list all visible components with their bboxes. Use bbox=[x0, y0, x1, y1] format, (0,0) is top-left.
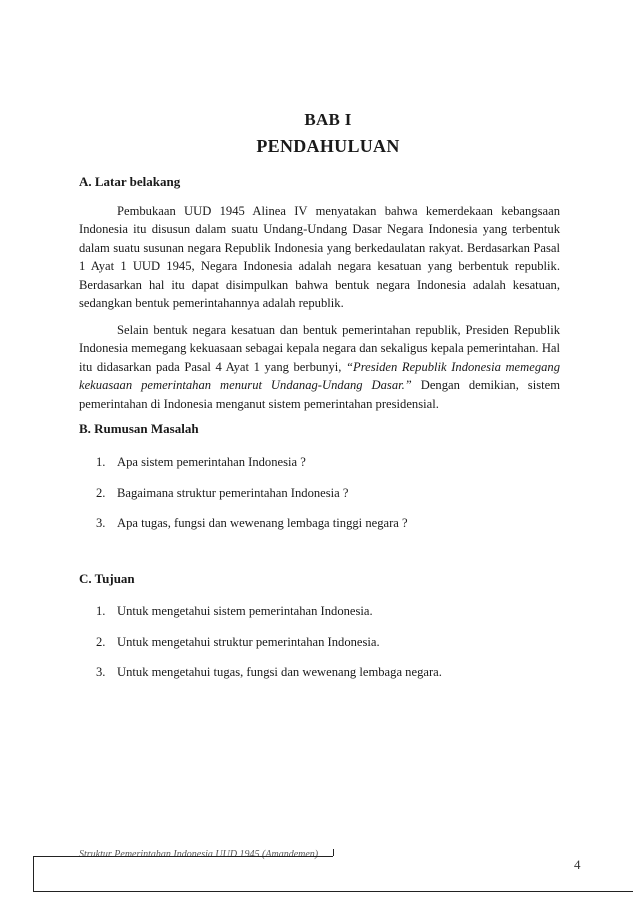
footer-rule-bottom bbox=[33, 891, 633, 892]
objective-list bbox=[96, 602, 442, 694]
chapter-number: BAB I bbox=[304, 110, 352, 129]
list-item bbox=[96, 514, 408, 545]
list-item bbox=[96, 633, 442, 664]
footer-rule-tick bbox=[333, 849, 334, 856]
footer-rule-left bbox=[33, 856, 34, 891]
section-a-paragraph-2 bbox=[79, 321, 560, 413]
footer-rule-top bbox=[33, 856, 333, 857]
list-item bbox=[96, 602, 442, 633]
paragraph-2-start: Selain bentuk negara kesatuan dan bentuk pemerintahan republik, Presiden Republik Indonesia memegang kekuasaan sebagai kepala negara dan sekaligus kepala pemerintahan. Hal itu didasarkan pada Pasal 4 Ayat 1 yang berbunyi, bbox=[79, 323, 560, 374]
list-item-number: 3. bbox=[96, 516, 106, 530]
paragraph-2-end: Dengan demikian, sistem pemerintahan di Indonesia menganut sistem pemerintahan presidensial. bbox=[79, 378, 560, 411]
list-item-number: 2. bbox=[96, 634, 106, 649]
problem-list bbox=[96, 453, 408, 545]
page-number: 4 bbox=[574, 857, 581, 872]
list-item bbox=[96, 663, 442, 694]
list-item-number: 1. bbox=[96, 455, 106, 469]
list-item bbox=[96, 453, 408, 484]
list-item-number: 2. bbox=[96, 485, 106, 500]
section-c-heading: C. Tujuan bbox=[79, 571, 135, 586]
list-item-text: Untuk mengetahui sistem pemerintahan Indonesia. bbox=[117, 604, 373, 618]
list-item-text: Bagaimana struktur pemerintahan Indonesia ? bbox=[117, 485, 349, 500]
constitution-quote: “Presiden Republik Indonesia memegang kekuasaan pemerintahan menurut Undanag-Undang Dasar.” bbox=[79, 359, 561, 393]
section-a-paragraph-1 bbox=[79, 202, 560, 312]
footer-title: Struktur Pemerintahan Indonesia UUD 1945 (Amandemen) bbox=[79, 849, 319, 860]
list-item-text: Untuk mengetahui struktur pemerintahan Indonesia. bbox=[117, 634, 380, 649]
list-item-number: 1. bbox=[96, 604, 106, 618]
section-a-heading: A. Latar belakang bbox=[79, 174, 181, 189]
list-item-text: Untuk mengetahui tugas, fungsi dan wewenang lembaga negara. bbox=[117, 665, 442, 679]
section-b-heading: B. Rumusan Masalah bbox=[79, 421, 199, 436]
list-item-number: 3. bbox=[96, 665, 106, 679]
list-item-text: Apa sistem pemerintahan Indonesia ? bbox=[117, 455, 306, 469]
list-item-text: Apa tugas, fungsi dan wewenang lembaga tinggi negara ? bbox=[117, 516, 408, 530]
list-item bbox=[96, 484, 408, 515]
paragraph-1-text: Pembukaan UUD 1945 Alinea IV menyatakan bahwa kemerdekaan kebangsaan Indonesia itu disusun dalam suatu Undang-Undang Dasar Negara Indonesia yang terbentuk dalam suatu susunan negara Republik Indonesia yang berkedaulatan rakyat. Berdasarkan Pasal 1 Ayat 1 UUD 1945, Negara Indonesia adalah negara kesatuan yang berbentuk republik. Berdasarkan hal itu dapat disimpulkan bahwa bentuk negara Indonesia adalah kesatuan, sedangkan bentuk pemerintahannya adalah republik. bbox=[79, 204, 560, 311]
chapter-title: PENDAHULUAN bbox=[256, 136, 400, 156]
